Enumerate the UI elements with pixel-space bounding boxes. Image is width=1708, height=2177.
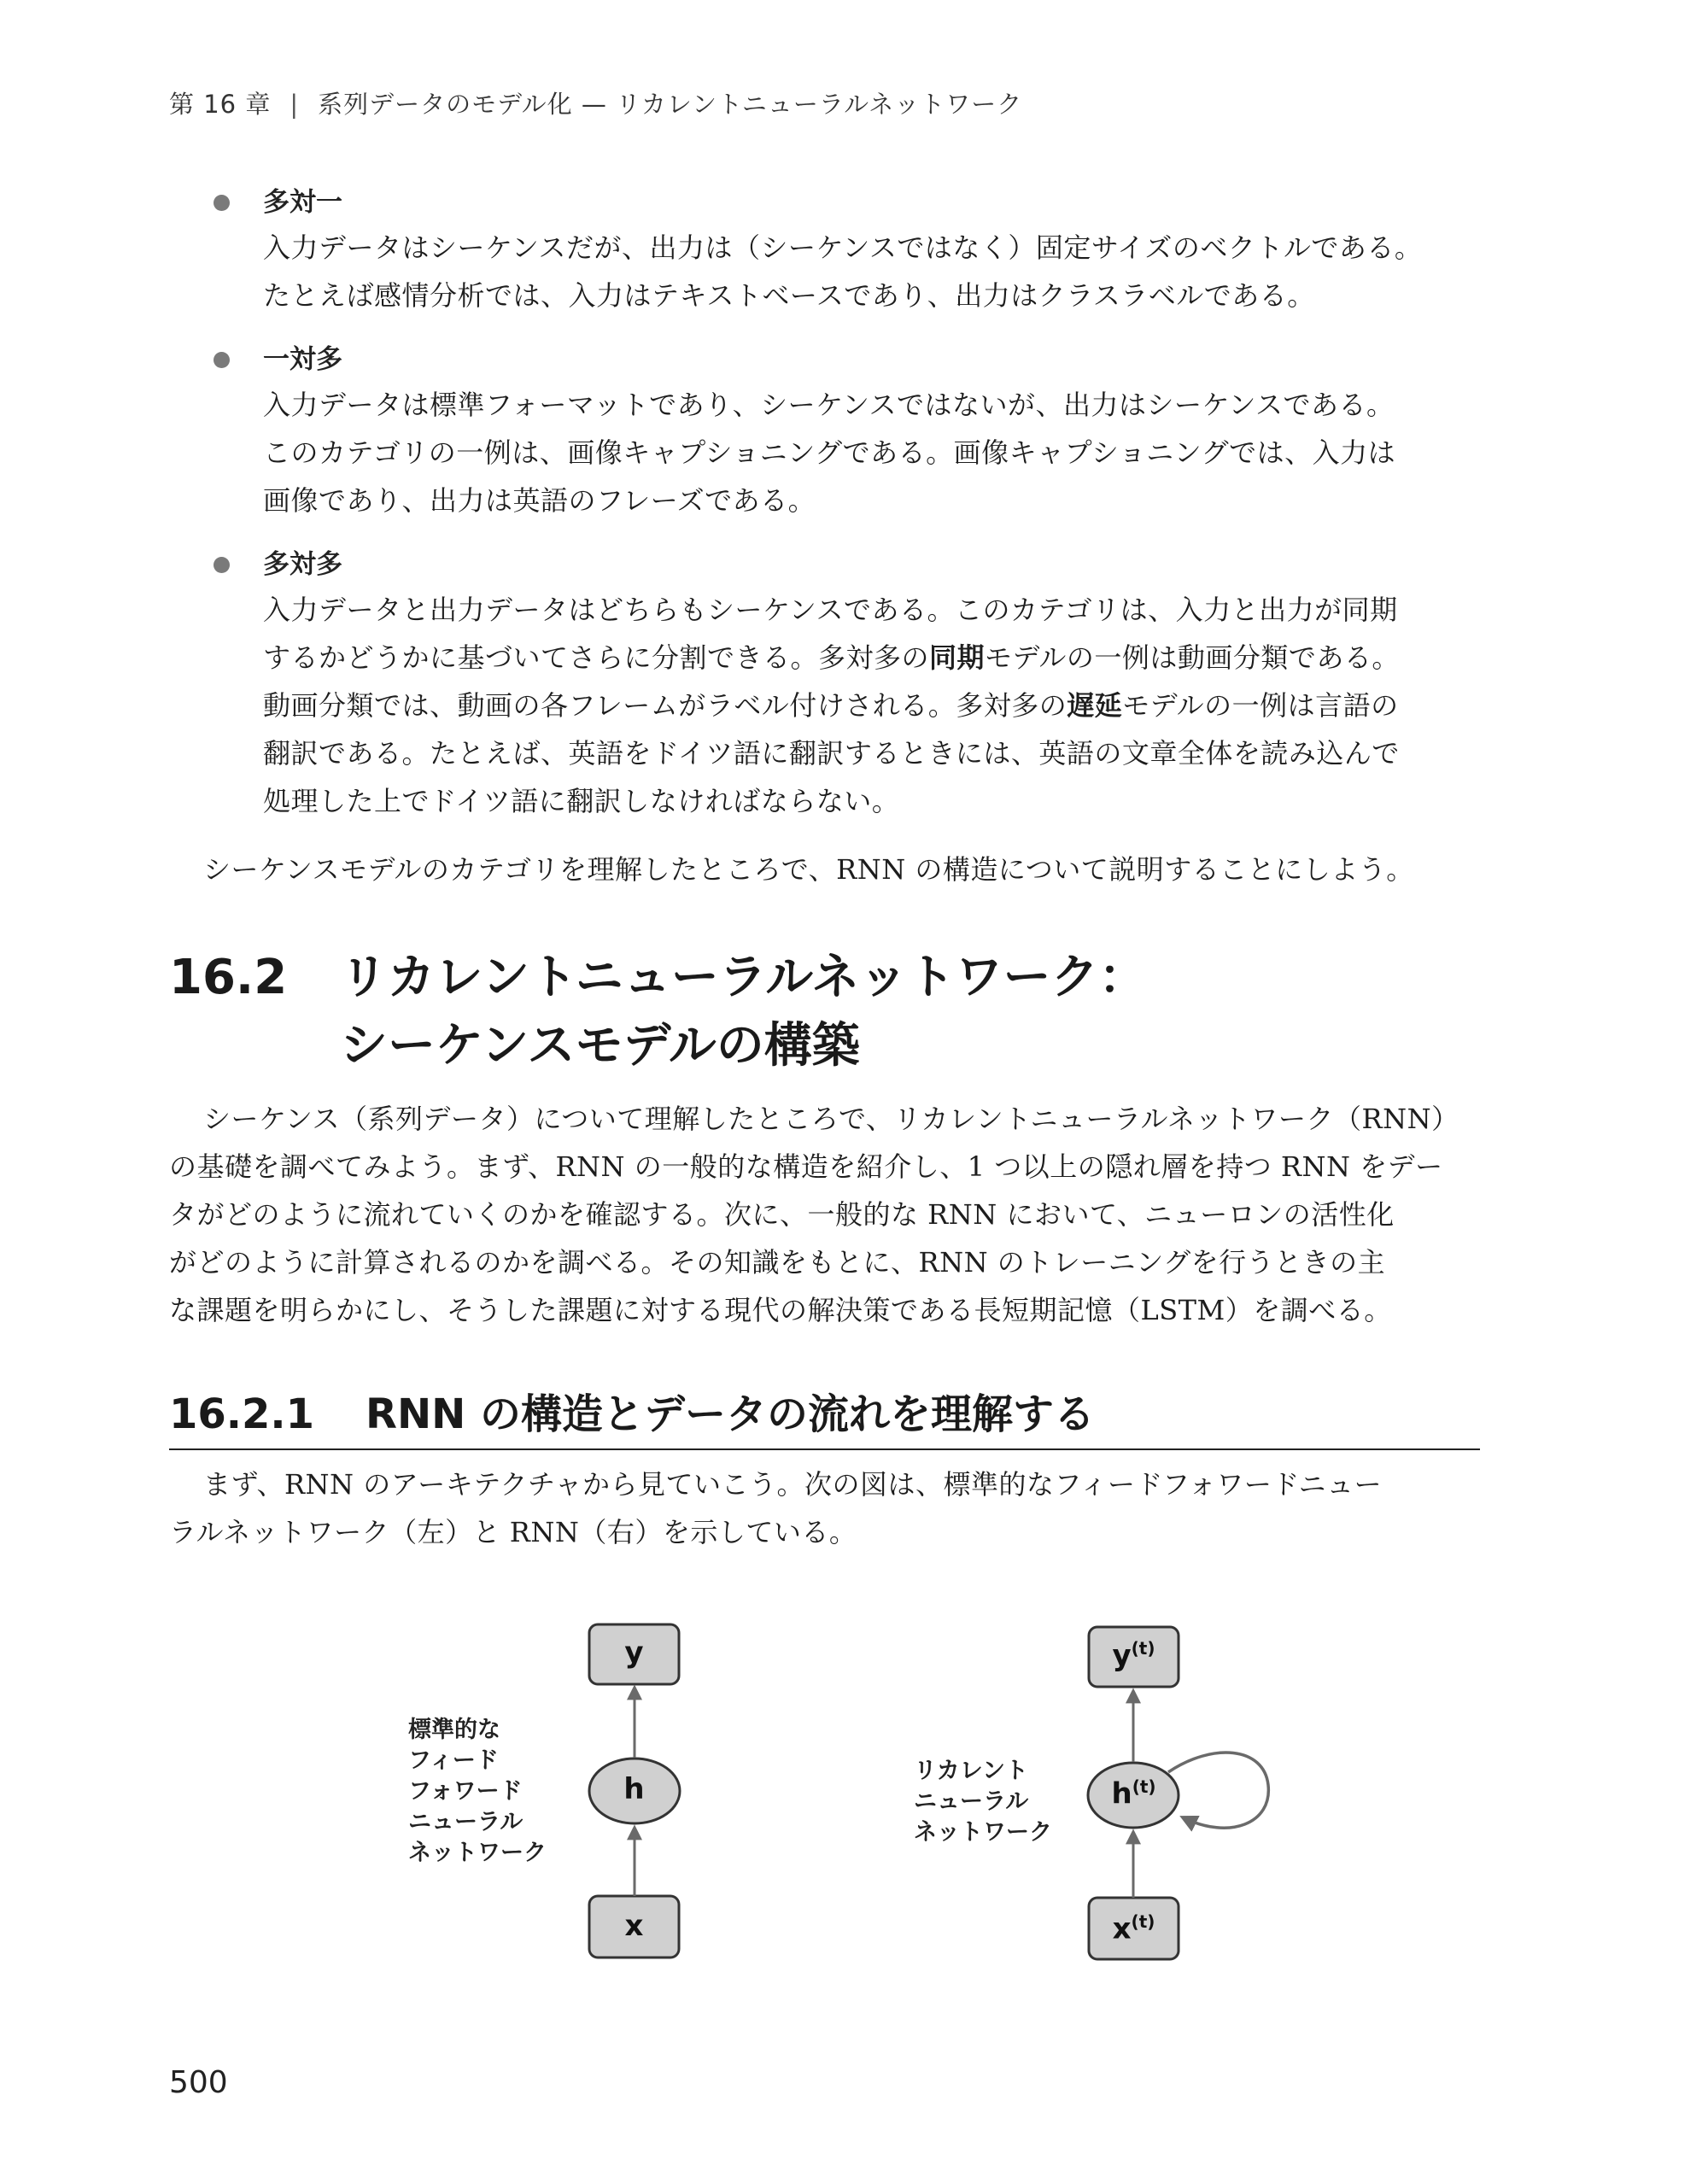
bullet-text-line: 翻訳である。たとえば、英語をドイツ語に翻訳するときには、英語の文章全体を読み込んで xyxy=(263,737,1400,770)
left-output-label: y xyxy=(624,1636,644,1670)
label-line: 標準的な xyxy=(408,1717,500,1743)
paragraph-line: シーケンス（系列データ）について理解したところで、リカレントニューラルネットワーク（RNN） xyxy=(203,1103,1459,1135)
label-line: ネットワーク xyxy=(914,1819,1052,1846)
paragraph-line: の基礎を調べてみよう。まず、RNN の一般的な構造を紹介し、1 つ以上の隠れ層を持つ RNN をデー xyxy=(169,1150,1443,1183)
term-synchronous: 同期 xyxy=(929,641,986,674)
bullet-title: 多対多 xyxy=(263,549,342,580)
paragraph-line: がどのように計算されるのかを調べる。その知識をもとに、RNN のトレーニングを行うときの主 xyxy=(169,1246,1386,1279)
paragraph-line: な課題を明らかにし、そうした課題に対する現代の解決策である長短期記憶（LSTM）を調べる。 xyxy=(169,1294,1392,1326)
node-symbol: y xyxy=(1112,1638,1132,1673)
left-network-label xyxy=(408,1715,547,1869)
text-span: モデルの一例は言語の xyxy=(1122,689,1399,722)
time-superscript: (t) xyxy=(1131,1911,1155,1932)
node-symbol: h xyxy=(1111,1776,1132,1811)
node-symbol: x xyxy=(1112,1911,1132,1946)
right-input-label xyxy=(1089,1911,1179,1946)
bullet-list xyxy=(214,181,1477,844)
bullet-title: 一対多 xyxy=(263,344,342,375)
paragraph-line: シーケンスモデルのカテゴリを理解したところで、RNN の構造について説明することにしよう。 xyxy=(203,853,1414,886)
page-number: 500 xyxy=(169,2065,228,2100)
section-number: 16.2 xyxy=(169,950,288,1005)
right-hidden-label xyxy=(1089,1776,1179,1811)
subsection-number: 16.2.1 xyxy=(169,1390,315,1438)
chapter-title: 系列データのモデル化 — リカレントニューラルネットワーク xyxy=(318,90,1023,119)
section-paragraph xyxy=(169,1095,1476,1334)
left-input-label: x xyxy=(624,1909,644,1943)
bullet-text-line: 入力データと出力データはどちらもシーケンスである。このカテゴリは、入力と出力が同期 xyxy=(263,594,1398,626)
label-line: ニューラル xyxy=(408,1809,524,1835)
paragraph-line: タがどのように流れていくのかを確認する。次に、一般的な RNN において、ニューロンの活性化 xyxy=(169,1198,1395,1231)
bullet-text-line xyxy=(263,634,1477,682)
bullet-item xyxy=(214,338,1477,524)
bullet-text-line: 画像であり、出力は英語のフレーズである。 xyxy=(263,484,816,517)
label-line: フィード xyxy=(408,1747,499,1774)
bullet-text-line: 処理した上でドイツ語に翻訳しなければならない。 xyxy=(263,785,900,817)
text-span: 動画分類では、動画の各フレームがラベル付けされる。多対多の xyxy=(263,689,1068,722)
bullet-icon xyxy=(214,195,230,211)
label-line: フォワード xyxy=(408,1778,523,1805)
chapter-number: 第 16 章 xyxy=(169,90,272,119)
bullet-item xyxy=(214,181,1477,319)
label-line: リカレント xyxy=(914,1758,1029,1784)
figure-diagram xyxy=(0,1606,1708,1990)
bullet-text-line: 入力データは標準フォーマットであり、シーケンスではないが、出力はシーケンスである。 xyxy=(263,389,1395,421)
term-delayed: 遅延 xyxy=(1067,689,1123,722)
label-line: ニューラル xyxy=(914,1788,1029,1815)
paragraph-line: まず、RNN のアーキテクチャから見ていこう。次の図は、標準的なフィードフォワードニュー xyxy=(203,1468,1383,1501)
paragraph-line: ラルネットワーク（左）と RNN（右）を示している。 xyxy=(169,1516,857,1548)
bullet-text-line: このカテゴリの一例は、画像キャプショニングである。画像キャプショニングでは、入力は xyxy=(263,436,1396,469)
header-separator: | xyxy=(290,90,300,119)
right-output-label xyxy=(1089,1638,1179,1672)
left-hidden-label: h xyxy=(623,1772,645,1806)
subsection-title: RNN の構造とデータの流れを理解する xyxy=(366,1390,1096,1438)
bullet-icon xyxy=(214,557,230,573)
bullet-text-line xyxy=(263,682,1477,729)
section-title-line1: リカレントニューラルネットワーク： xyxy=(340,950,1147,1005)
running-head xyxy=(169,85,1022,120)
text-span: モデルの一例は動画分類である。 xyxy=(985,641,1400,674)
time-superscript: (t) xyxy=(1132,1776,1156,1797)
bullet-icon xyxy=(214,352,230,368)
recurrent-loop-arrow xyxy=(1168,1753,1268,1828)
bullet-item xyxy=(214,543,1477,825)
time-superscript: (t) xyxy=(1131,1638,1155,1659)
subsection-heading xyxy=(169,1385,1480,1450)
bullet-text-line: たとえば感情分析では、入力はテキストベースであり、出力はクラスラベルである。 xyxy=(263,279,1315,312)
summary-paragraph xyxy=(169,846,1476,893)
subsection-paragraph xyxy=(169,1460,1476,1556)
bullet-text-line: 入力データはシーケンスだが、出力は（シーケンスではなく）固定サイズのベクトルである。 xyxy=(263,231,1423,264)
section-title-line2: シーケンスモデルの構築 xyxy=(340,1018,860,1074)
section-heading xyxy=(169,944,1146,1080)
label-line: ネットワーク xyxy=(408,1840,547,1866)
right-network-label xyxy=(914,1756,1052,1848)
bullet-title: 多対一 xyxy=(263,187,342,218)
text-span: するかどうかに基づいてさらに分割できる。多対多の xyxy=(263,641,930,674)
rnn-figure xyxy=(0,1606,1708,1990)
